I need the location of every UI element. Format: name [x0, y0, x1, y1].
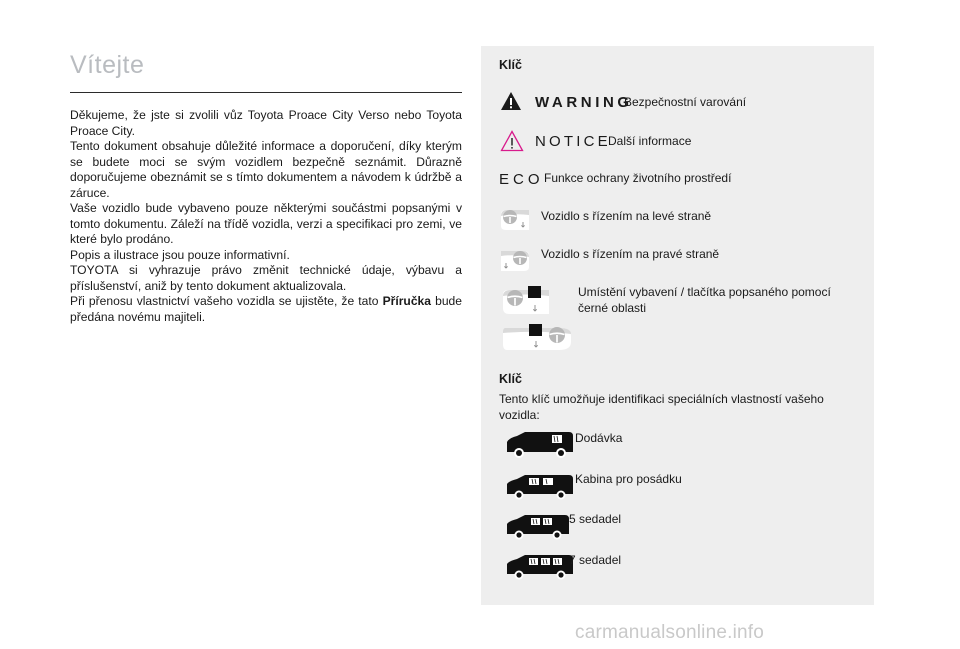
seven-seats-icon [505, 554, 575, 580]
van-icon [505, 430, 575, 460]
eco-label: ECO [499, 171, 544, 188]
location-description: Umístění vybavení / tlačítka popsaného pomocí černé oblasti [578, 285, 831, 315]
rhd-description: Vozidlo s řízením na pravé straně [541, 247, 720, 261]
intro-paragraph: Tento dokument obsahuje důležité informace a doporučení, díky kterým se budete moci se svým vozidlem bezpečně seznámit. Důrazně doporučujeme obeznámit se s tímto dokumentem a návodem k údržbě a záruce. [70, 139, 462, 200]
notice-label: NOTICE [535, 133, 611, 150]
page-title: Vítejte [70, 51, 145, 79]
lhd-description: Vozidlo s řízením na levé straně [541, 209, 712, 223]
intro-column [70, 50, 462, 325]
warning-description: Bezpečnostní varování [624, 95, 747, 109]
vehicle-crew-cab-label: Kabina pro posádku [575, 472, 682, 486]
watermark: carmanualsonline.info [575, 622, 765, 643]
left-hand-drive-icon [499, 206, 531, 232]
notice-description: Další informace [608, 134, 692, 148]
notice-triangle-icon [500, 130, 524, 152]
vehicle-five-seats-label: 5 sedadel [569, 512, 622, 526]
dashboard-location-lhd-icon [499, 284, 551, 316]
vehicle-key-heading: Klíč [499, 372, 522, 386]
warning-label: WARNING [535, 94, 633, 111]
warning-triangle-icon [500, 91, 522, 111]
legend-heading: Klíč [499, 58, 522, 72]
eco-description: Funkce ochrany životního prostředí [544, 171, 732, 185]
intro-paragraph: Děkujeme, že jste si zvolili vůz Toyota Proace City Verso nebo Toyota Proace City. [70, 108, 462, 138]
legend-panel [481, 46, 874, 605]
vehicle-seven-seats-label: 7 sedadel [569, 553, 622, 567]
manual-word: Příručka [382, 294, 431, 308]
intro-paragraph: Popis a ilustrace jsou pouze informativní. [70, 247, 290, 262]
title-divider [70, 92, 462, 93]
intro-paragraph-handover: Při přenosu vlastnictví vašeho vozidla se ujistěte, že tato Příručka bude předána novému majiteli. [70, 294, 463, 324]
intro-paragraph: Vaše vozidlo bude vybaveno pouze některými součástmi popsanými v tomto dokumentu. Záleží na třídě vozidla, verzi a specifikaci pro zemi, ve které bylo prodáno. [70, 201, 462, 246]
intro-text [70, 108, 462, 325]
intro-paragraph: TOYOTA si vyhrazuje právo změnit technické údaje, výbavu a příslušenství, aniž by tento dokument aktualizovala. [70, 263, 462, 293]
vehicle-van-label: Dodávka [575, 431, 623, 445]
vehicle-key-description: Tento klíč umožňuje identifikaci speciálních vlastností vašeho vozidla: [499, 392, 824, 422]
five-seats-icon [505, 514, 571, 540]
dashboard-location-rhd-icon [499, 320, 575, 352]
right-hand-drive-icon [499, 247, 531, 273]
crew-cab-icon [505, 474, 575, 500]
